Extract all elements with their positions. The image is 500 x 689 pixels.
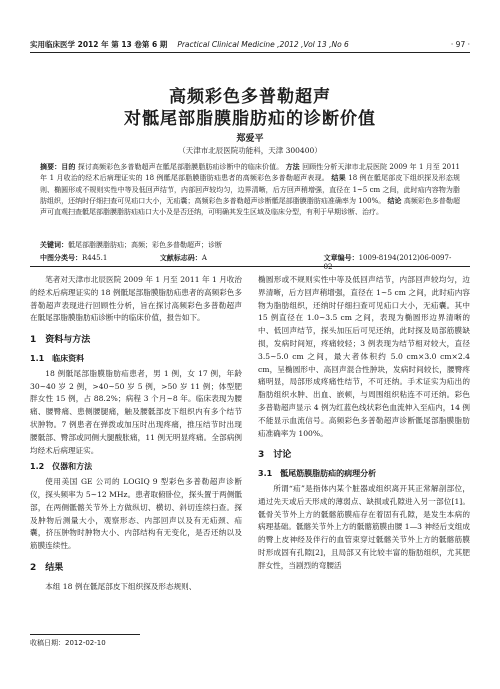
subsection-heading-1-1: 1.1 临床资料 [30,353,85,363]
affiliation: （天津市北辰医院功能科，天津 300400） [178,146,322,155]
title-line-1: 高频彩色多普勒超声 [169,87,331,107]
paragraph-results-cont: 椭圆形或不规则实性中等及低回声结节，内部回声较均匀，边界清晰，后方回声稍增强，直径在 1~5 cm 之间，此时疝内容物为脂肪组织，还纳时仔细扫查可见疝口大小，无疝囊。其中 15 例直径在 1.0~3.5 cm 之间，表现为椭圆形边界清晰的中、低回声结节，探头加压后可见还纳，此时探及局部筋膜缺损，发病时间短，疼痛较轻；3 例表现为结节相对较大，直径 3.5~5.0 cm 之间，最大者体积约 5.0 cm×3.0 cm×2.4 cm，呈椭圆形中、高回声混合性肿块，发病时间较长，腰臀疼痛明显，局部形成疼痛性结节，不可还纳。手术证实为疝出的脂肪组织水肿、出血、嵌顿，与周围组织粘连不可还纳。彩色多普勒超声显示 4 例为红蓝色线状彩色血流伸入至疝内，14 例不能显示血流信号。高频彩色多普勒超声诊断骶尾部脂膜脂肪疝准确率为 100%。 [258,275,470,438]
received-date: 收稿日期：2012-02-10 [30,639,106,647]
author: 郑爱平 [236,134,264,144]
result-label: 结果 [331,174,346,183]
abstract-rule [30,266,470,267]
page-number: · 97 · [450,39,470,49]
doc-code-label: 文献标志码： [159,254,202,262]
abstract-conclusion: 高频彩色多普勒超声可直观扫查骶尾部脂膜脂肪疝疝口大小及是否还纳，可明确其发生区域及临床分型，有利于早期诊断、治疗。 [40,196,460,217]
paragraph-results-start: 本组 18 例在骶尾部皮下组织探及形态规则、 [45,581,197,591]
keywords [40,240,460,250]
conclusion-label: 结论 [387,196,402,205]
footnote-rule [30,634,140,635]
doc-code-value: A [201,254,207,262]
subsection-heading-3-1: 3.1 骶尾筋膜脂肪疝的病理分析 [258,469,377,479]
section-heading-1: 1 资料与方法 [30,335,91,346]
paragraph-clinical-data: 18 例骶尾部脂膜脂肪疝患者，男 1 例，女 17 例，年龄 30~40 岁 2 例，>40~50 岁 5 例，>50 岁 11 例；体型肥胖女性 15 例，占 88.2%；病程 3 个月~8 年。临床表现为腰痛、腰臀痛、患侧腰腿痛，触及腰骶部皮下组织内有多个结节状肿物。7 例患者在弹拨或加压时出现疼痛，推压结节时出现腰骶部、臀部或同侧大腿酸胀痛，11 例无明显疼痛。全部病例均经术后病理证实。 [30,368,242,455]
header-rule [30,52,470,53]
clc-label: 中图分类号： [40,254,82,262]
paragraph-methods: 使用美国 GE 公司的 LOGIQ 9 型彩色多普勒超声诊断仪，探头频率为 5~12 MHz。患者取俯卧位，探头置于两侧骶部，在两侧骶髂关节外上方做纵切、横切、斜切连续扫查。探及肿物后测量大小，观察形态、内部回声以及有无疝颈、疝囊，挤压肿物时肿物大小、内部结构有无变化，是否还纳以及筋膜连续性。 [30,477,242,551]
objective-label: 目的 [61,163,76,171]
keywords-text: 骶尾部脂膜脂肪疝；高频；彩色多普勒超声；诊断 [68,241,222,249]
method-label: 方法 [285,163,300,171]
journal-name: 实用临床医学 2012 年 第 13 卷第 6 期 [30,39,168,49]
article-no-label: 文章编号： [323,254,359,262]
article-no-value: 1009-8194(2012)06-0097-02 [323,254,452,271]
section-heading-3: 3 讨论 [258,450,292,461]
body-column-right [258,274,470,573]
abstract-result: 18 例在骶尾部皮下组织探及形态规则、椭圆形或不规则实性中等及低回声结节，内部回声较均匀，边界清晰，后方回声稍增强，直径在 1~5 cm 之间，此时疝内容物为脂肪组织，还纳时仔细扫查可见疝口大小，无疝囊；高频彩色多普勒超声诊断骶尾部脂膜脂肪疝准确率为 100%。 [40,174,461,205]
clc-value: R445.1 [82,254,108,262]
subsection-heading-1-2: 1.2 仪器和方法 [30,462,93,472]
running-head [30,38,470,50]
intro-paragraph: 笔者对天津市北辰医院 2009 年 1 月至 2011 年 1 月收治的经术后病理证实的 18 例骶尾部脂膜脂肪疝患者的高频彩色多普勒超声表现进行回顾性分析，旨在探讨高频彩色多普勒超声在骶尾部脂膜脂肪疝诊断中的临床价值，报告如下。 [30,275,242,323]
journal-name-en: Practical Clinical Medicine ,2012 ,Vol 13 ,No 6 [177,39,349,49]
abstract-label: 摘要： [40,163,62,171]
abstract-method: 回顾性分析天津市北辰医院 2009 年 1 月至 2011 年 1 月收治的经术后病理证实的 18 例骶尾部脂膜脂肪疝患者的高频彩色多普勒超声表现。 [40,163,461,183]
classification-line [40,253,460,271]
title-line-2: 对骶尾部脂膜脂肪疝的诊断价值 [124,109,376,129]
paragraph-discussion: 所谓“疝”是指体内某个脏器或组织离开其正常解剖部位，通过先天或后天形成的薄弱点、缺损或孔隙进入另一部位[1]。骶骨关节外上方的骶髂筋膜疝存在着固有孔隙，是发生本病的病理基础。骶髂关节外上方的骶髂筋膜由腰 1—3 神经后支组成的臀上皮神经及伴行的血管束穿过骶髂关节外上方的骶髂筋膜时形成固有孔隙[2]，且局部又有比较丰富的脂肪组织，尤其肥胖女性，当剧烈的弯腰活 [258,483,470,570]
body-column-left [30,274,242,594]
keywords-label: 关键词： [40,241,68,249]
section-heading-2: 2 结果 [30,562,64,573]
abstract-objective: 探讨高频彩色多普勒超声在骶尾部脂膜脂肪疝诊断中的临床价值。 [77,163,284,171]
abstract [40,162,460,218]
